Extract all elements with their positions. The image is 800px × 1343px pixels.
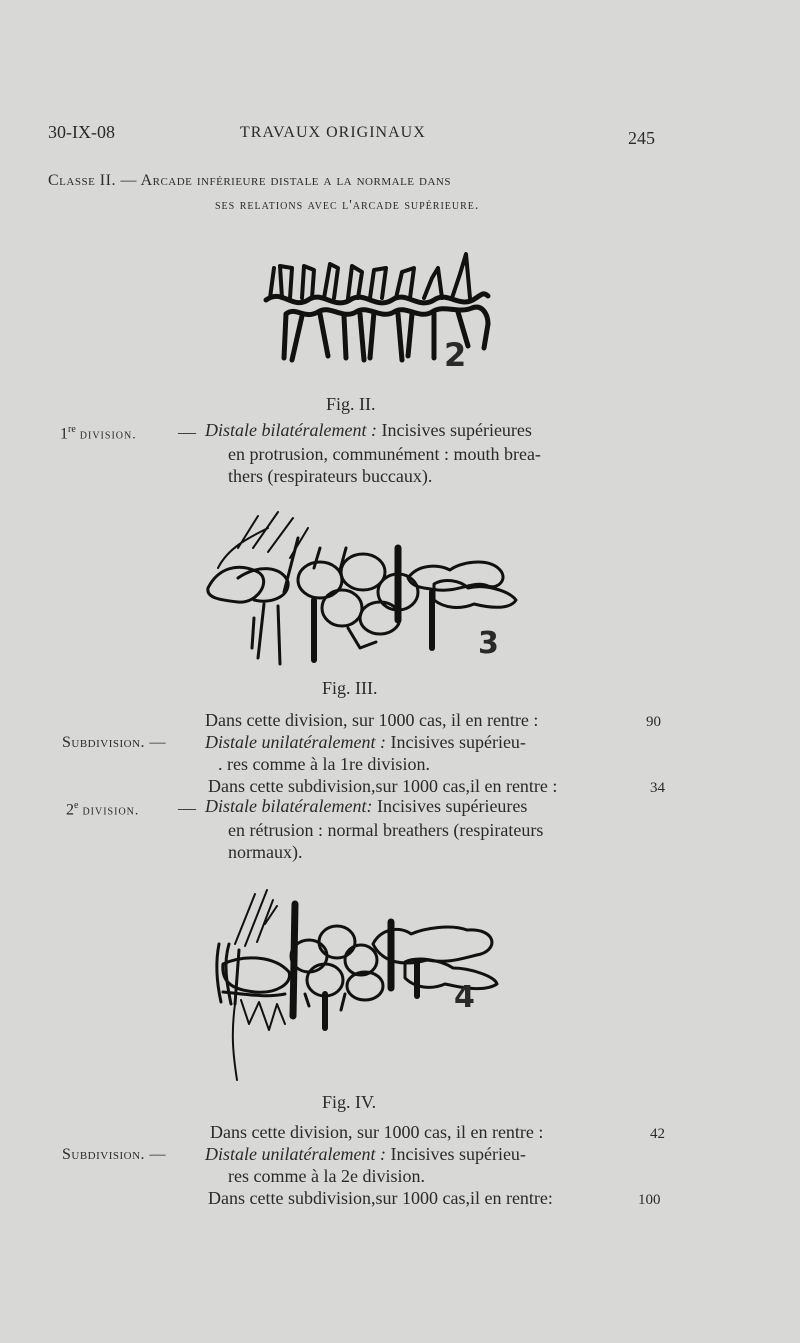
division-2-line1: Distale bilatéralement: Incisives supérieures (205, 796, 528, 816)
subdivision-1-line1: Distale unilatéralement : Incisives supérieu- (205, 732, 526, 752)
division-1-line1: Distale bilatéralement : Incisives supérieures (205, 420, 532, 440)
division-1-line3: thers (respirateurs buccaux). (228, 466, 433, 486)
subdivision-1-line2: . res comme à la 1re division. (218, 754, 430, 774)
subdivision-1-label: Subdivision. — (62, 734, 167, 751)
header-date: 30-IX-08 (48, 122, 115, 142)
subdivision-1-stats-text: Dans cette subdivision,sur 1000 cas,il en rentre : (208, 776, 558, 796)
figure-4-number: 4 (454, 980, 475, 1015)
figure-4-caption: Fig. IV. (322, 1092, 377, 1112)
division-2-stats-value: 42 (650, 1126, 665, 1142)
page-number: 245 (628, 128, 655, 148)
division-2-stats-text: Dans cette division, sur 1000 cas, il en rentre : (210, 1122, 544, 1142)
subdivision-2-stats-text: Dans cette subdivision,sur 1000 cas,il en rentre: (208, 1188, 553, 1208)
division-2-dash: — (178, 798, 196, 818)
division-2-line3: normaux). (228, 842, 303, 862)
division-2-label: 2e division. (66, 800, 140, 819)
division-1-line2: en protrusion, communément : mouth brea- (228, 444, 541, 464)
division-1-stats-value: 90 (646, 714, 661, 730)
division-1-stats-text: Dans cette division, sur 1000 cas, il en rentre : (205, 710, 539, 730)
header-title: TRAVAUX ORIGINAUX (240, 124, 426, 141)
figure-3-caption: Fig. III. (322, 678, 378, 698)
subdivision-2-stats-value: 100 (638, 1192, 661, 1208)
figure-2-caption: Fig. II. (326, 394, 376, 414)
subdivision-2-label: Subdivision. — (62, 1146, 167, 1163)
classe-heading-line2: ses relations avec l'arcade supérieure. (215, 198, 480, 213)
subdivision-1-stats-value: 34 (650, 780, 665, 796)
division-1-label: 1re division. (60, 424, 137, 443)
figure-3-number: 3 (478, 626, 499, 661)
subdivision-2-line2: res comme à la 2e division. (228, 1166, 425, 1186)
division-1-dash: — (178, 422, 196, 442)
division-2-line2: en rétrusion : normal breathers (respirateurs (228, 820, 544, 840)
subdivision-2-line1: Distale unilatéralement : Incisives supérieu- (205, 1144, 526, 1164)
classe-heading-line1: Classe II. — Arcade inférieure distale a la normale dans (48, 172, 451, 189)
figure-2-number: 2 (444, 336, 467, 374)
